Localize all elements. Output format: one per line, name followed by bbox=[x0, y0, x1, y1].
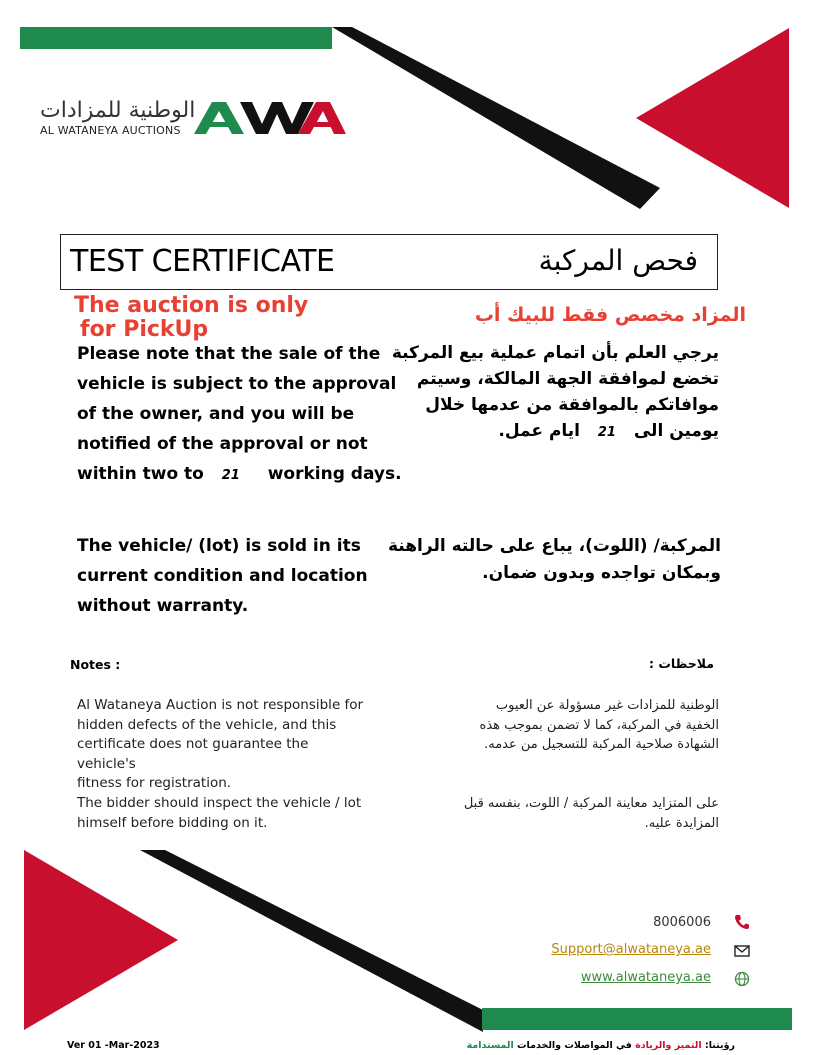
notes-en-line: himself before bidding on it. bbox=[77, 814, 268, 831]
working-days-value: 21 bbox=[221, 468, 240, 483]
notes-en-line: Al Wataneya Auction is not responsible for bbox=[77, 697, 364, 713]
notes-ar-line: الوطنية للمزادات غير مسؤولة عن العيوب bbox=[495, 698, 719, 713]
logo-awa-mark bbox=[194, 100, 346, 136]
approval-en-line: Please note that the sale of the bbox=[77, 344, 381, 364]
top-green-bar bbox=[20, 27, 332, 49]
approval-ar-last-after: ايام عمل. bbox=[498, 421, 581, 441]
bottom-black-band bbox=[140, 850, 483, 1032]
approval-en-last-after: working days. bbox=[267, 464, 402, 484]
notes-en-line: The bidder should inspect the vehicle / lot bbox=[77, 795, 362, 811]
notes-ar-line: الخفية في المركبة، كما لا تضمن بموجب هذه bbox=[479, 717, 719, 733]
contact-phone: 8006006 bbox=[653, 915, 711, 930]
approval-en-last-before: within two to bbox=[77, 464, 204, 484]
pickup-notice-en-line2: for PickUp bbox=[80, 317, 209, 342]
condition-ar-line: المركبة/ (اللوت)، يباع على حالته الراهنة bbox=[388, 536, 721, 556]
vision-statement bbox=[467, 1040, 735, 1051]
contact-website-link[interactable]: www.alwataneya.ae bbox=[580, 970, 711, 985]
pickup-notice-en-line1: The auction is only bbox=[74, 293, 309, 318]
bottom-red-triangle bbox=[24, 850, 178, 1030]
condition-en-line: without warranty. bbox=[77, 596, 249, 616]
approval-en-line: vehicle is subject to the approval bbox=[77, 374, 397, 394]
working-days-value-ar: 21 bbox=[597, 425, 616, 440]
notes-ar-line: المزايدة عليه. bbox=[644, 815, 719, 831]
approval-ar-last-before: يومين الى bbox=[633, 421, 719, 441]
pickup-notice-ar: المزاد مخصص فقط للبيك أب bbox=[474, 304, 746, 326]
condition-en-line: current condition and location bbox=[77, 566, 368, 586]
vision-middle: في المواصلات والخدمات bbox=[517, 1040, 632, 1051]
approval-en-line bbox=[77, 459, 417, 491]
approval-en-line: of the owner, and you will be bbox=[77, 404, 355, 424]
notes-ar-line: على المتزايد معاينة المركبة / اللوت، بنفسه قبل bbox=[463, 796, 719, 811]
top-black-band bbox=[332, 27, 660, 209]
notes-paragraph-ar-2 bbox=[429, 794, 719, 833]
notes-paragraph-en-1 bbox=[77, 696, 367, 794]
page-title-arabic: فحص المركبة bbox=[538, 244, 698, 277]
approval-paragraph-en bbox=[77, 339, 417, 491]
approval-ar-line: موافاتكم بالموافقة من عدمها خلال bbox=[425, 395, 719, 415]
bottom-green-bar bbox=[482, 1008, 792, 1030]
approval-paragraph-ar bbox=[379, 340, 719, 446]
approval-ar-line: تخضع لموافقة الجهة المالكة، وسيتم bbox=[416, 369, 719, 389]
notes-label-ar: ملاحظات : bbox=[648, 656, 714, 671]
condition-en-line: The vehicle/ (lot) is sold in its bbox=[77, 536, 361, 556]
vision-end: المستدامة bbox=[466, 1040, 514, 1051]
contact-email-link[interactable]: Support@alwataneya.ae bbox=[551, 942, 711, 957]
approval-ar-line bbox=[379, 418, 719, 446]
version-label: Ver 01 -Mar-2023 bbox=[67, 1040, 160, 1051]
notes-ar-line: الشهادة صلاحية المركبة للتسجيل من عدمه. bbox=[484, 737, 719, 752]
logo-english-text: AL WATANEYA AUCTIONS bbox=[40, 124, 181, 137]
notes-en-line: certificate does not guarantee the vehicle's bbox=[77, 736, 309, 772]
condition-ar-line: وبمكان تواجده وبدون ضمان. bbox=[482, 563, 721, 583]
notes-en-line: hidden defects of the vehicle, and this bbox=[77, 716, 337, 733]
vision-label: رؤيتنا: bbox=[704, 1040, 735, 1051]
vision-highlight: التميز والريادة bbox=[635, 1040, 702, 1051]
globe-icon bbox=[733, 970, 751, 988]
logo-arabic-text: الوطنية للمزادات bbox=[40, 98, 196, 123]
mail-icon bbox=[733, 942, 751, 960]
condition-paragraph-ar bbox=[361, 533, 721, 587]
page-title-english: TEST CERTIFICATE bbox=[70, 244, 335, 279]
phone-icon bbox=[733, 913, 751, 931]
notes-paragraph-ar-1 bbox=[429, 696, 719, 755]
notes-en-line: fitness for registration. bbox=[77, 775, 232, 791]
notes-paragraph-en-2 bbox=[77, 794, 367, 833]
approval-ar-line: يرجي العلم بأن اتمام عملية بيع المركبة bbox=[391, 343, 719, 363]
notes-label-en: Notes : bbox=[70, 657, 121, 672]
top-red-triangle bbox=[636, 28, 789, 208]
approval-en-line: notified of the approval or not bbox=[77, 434, 368, 454]
